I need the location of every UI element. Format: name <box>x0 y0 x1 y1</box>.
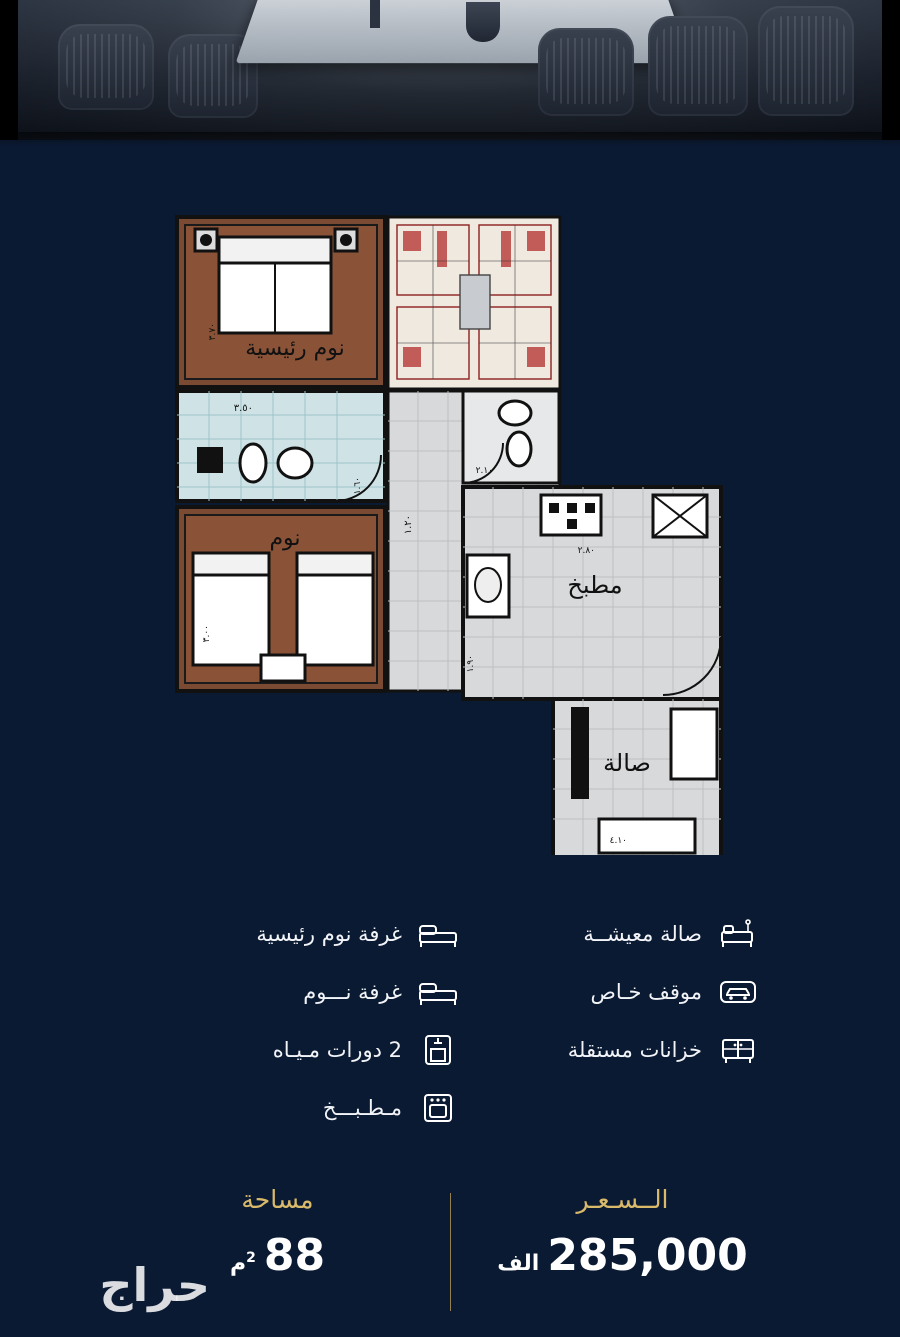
photo-shadow <box>0 132 900 146</box>
watermark-logo: حراج <box>99 1258 210 1312</box>
vase-icon <box>466 2 500 42</box>
svg-text:٢.٨٠: ٢.٨٠ <box>577 546 595 556</box>
feature-label: صالة معيشــة <box>583 922 702 946</box>
wardrobe-icon <box>716 1030 760 1070</box>
photo-letterbox-left <box>0 0 18 140</box>
svg-text:١.٦٠: ١.٦٠ <box>353 477 363 495</box>
svg-text:٣.٠٠: ٣.٠٠ <box>202 625 212 643</box>
svg-text:مطبخ: مطبخ <box>567 571 623 599</box>
svg-text:٣.٧٠: ٣.٧٠ <box>208 323 218 341</box>
car-parking-icon <box>716 972 760 1012</box>
features-column-left <box>460 905 760 1137</box>
chair-icon <box>58 24 154 110</box>
bed-icon <box>416 914 460 954</box>
stat-price <box>483 1185 763 1281</box>
bathroom-icon <box>416 1030 460 1070</box>
feature-item <box>160 1079 460 1137</box>
feature-item <box>160 963 460 1021</box>
area-unit-text: م <box>229 1251 247 1276</box>
photo-letterbox-right <box>882 0 900 140</box>
feature-label: مـطـبـــخ <box>322 1096 402 1120</box>
photo-scene <box>18 0 882 140</box>
area-unit <box>230 1250 256 1276</box>
svg-text:٣.٥٠: ٣.٥٠ <box>233 403 253 414</box>
price-value: 285,000 <box>547 1230 748 1281</box>
price-unit: الف <box>497 1251 540 1276</box>
kitchen-oven-icon <box>416 1088 460 1128</box>
price-value-row <box>483 1230 763 1281</box>
price-caption: الــسـعـر <box>576 1185 669 1214</box>
feature-item <box>160 1021 460 1079</box>
svg-text:١.٢٠: ١.٢٠ <box>403 515 414 535</box>
feature-label: غرفة نوم رئيسية <box>256 922 402 946</box>
features-column-right <box>140 905 460 1137</box>
feature-label: موقف خـاص <box>590 980 702 1004</box>
area-caption: مساحة <box>241 1185 314 1214</box>
bed-icon <box>416 972 460 1012</box>
header-photo <box>0 0 900 140</box>
features-list <box>0 905 900 1137</box>
feature-item <box>460 1021 760 1079</box>
lamp-icon <box>370 0 380 28</box>
svg-text:٢.١٠: ٢.١٠ <box>475 466 493 476</box>
svg-text:نوم رئيسية: نوم رئيسية <box>245 336 345 361</box>
floor-plan <box>175 215 725 855</box>
feature-item <box>160 905 460 963</box>
svg-text:نوم: نوم <box>269 526 301 551</box>
svg-text:صالة: صالة <box>603 749 651 777</box>
feature-label: خزانات مستقلة <box>567 1038 702 1062</box>
feature-label: 2 دورات مـيـاه <box>272 1038 402 1062</box>
living-room-icon <box>716 914 760 954</box>
area-exponent: 2 <box>246 1249 256 1266</box>
feature-item <box>460 905 760 963</box>
area-value: 88 <box>263 1230 326 1281</box>
chair-icon <box>758 6 854 116</box>
chair-icon <box>538 28 634 116</box>
feature-item <box>460 963 760 1021</box>
svg-text:١.٩٠: ١.٩٠ <box>466 655 476 673</box>
feature-label: غرفة نـــوم <box>303 980 402 1004</box>
svg-text:٤.١٠: ٤.١٠ <box>609 836 627 846</box>
chair-icon <box>648 16 748 116</box>
stats-divider <box>450 1193 451 1311</box>
